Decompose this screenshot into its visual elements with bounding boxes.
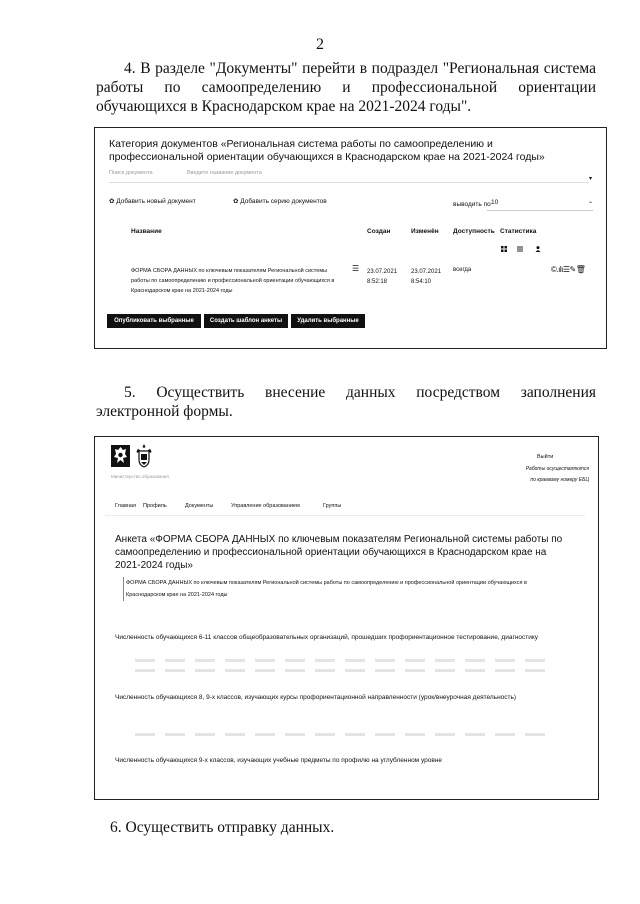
- coat-of-arms-logo: [111, 445, 130, 467]
- org-name: Министерство образования: [111, 474, 169, 479]
- electronic-form-screenshot: [94, 436, 599, 800]
- user-info-line-1: Работы осуществляются: [525, 466, 589, 472]
- form-description: ФОРМА СБОРА ДАННЫХ по ключевым показателям Региональной системы работы по самоопределению и профессиональной ориентации обучающихся в Краснодарском крае на 2021-2024 годы: [123, 577, 556, 601]
- document-created: [367, 267, 397, 287]
- chevron-down-icon: ⌄: [587, 199, 593, 205]
- filter-label: Поиск документа: [109, 170, 153, 176]
- gear-icon: ✿: [233, 198, 239, 205]
- nav-divider: [105, 515, 585, 516]
- step-6-text: 6. Осуществить отправку данных.: [110, 819, 335, 836]
- delete-selected-button[interactable]: Удалить выбранные: [291, 314, 365, 328]
- add-series-label: Добавить серию документов: [240, 198, 327, 205]
- create-template-button[interactable]: Создать шаблон анкеты: [204, 314, 288, 328]
- column-header-created[interactable]: Создан: [367, 228, 391, 235]
- column-header-modified[interactable]: Изменён: [411, 228, 439, 235]
- question-2-field[interactable]: [135, 733, 555, 736]
- column-header-name[interactable]: Название: [131, 228, 162, 235]
- add-series-button[interactable]: [233, 197, 327, 205]
- filter-input[interactable]: Введите название документа: [187, 170, 262, 176]
- user-icon[interactable]: [535, 246, 541, 252]
- page-size-value: 10: [491, 199, 499, 206]
- nav-documents[interactable]: Документы: [185, 503, 214, 509]
- document-modified: [411, 267, 441, 287]
- question-1-label: Численность обучающихся 6-11 классов общеобразовательных организаций, прошедших профориентационное тестирование, диагностику: [115, 634, 539, 641]
- filter-underline: [109, 182, 589, 183]
- created-time: 8:52:18: [367, 279, 388, 285]
- form-title: Анкета «ФОРМА СБОРА ДАННЫХ по ключевым показателям Региональной системы работы по самоопределению и профессиональной ориентации обучающихся в Краснодарском крае на 2021-2024 годы»: [115, 534, 563, 571]
- nav-profile[interactable]: Профиль: [143, 503, 167, 509]
- created-date: 23.07.2021: [367, 269, 398, 275]
- modified-time: 8:54:10: [411, 279, 432, 285]
- nav-education-management[interactable]: Управление образованием: [231, 503, 300, 509]
- page-number: 2: [316, 36, 324, 53]
- nav-groups[interactable]: Группы: [323, 503, 342, 509]
- dots-grid-icon[interactable]: [517, 246, 523, 252]
- document-row-name[interactable]: ФОРМА СБОРА ДАННЫХ по ключевым показателям Региональной системы работы по самоопределению и профессиональной ориентации обучающихся в Краснодарском крае на 2021-2024 годы: [131, 268, 335, 294]
- grid-icon[interactable]: [501, 246, 507, 252]
- step-5-text: 5. Осуществить внесение данных посредством заполнения электронной формы.: [96, 384, 596, 420]
- category-title: Категория документов «Региональная система работы по самоопределению и профессиональной ориентации обучающихся в Краснодарском крае на 2021-2024 годы»: [109, 138, 545, 163]
- question-1-field[interactable]: [135, 669, 555, 672]
- row-action-icons[interactable]: ©.ılı☰✎🗑: [551, 265, 586, 274]
- column-header-stats: Статистика: [500, 228, 537, 235]
- publish-selected-button[interactable]: Опубликовать выбранные: [107, 314, 201, 328]
- step-4-text: 4. В разделе "Документы" перейти в подраздел "Региональная система работы по самоопределению и профессиональной ориентации обучающихся в Краснодарском крае на 2021-2024 годы".: [96, 60, 596, 115]
- gear-icon: ✿: [109, 198, 115, 205]
- page-size-select[interactable]: [487, 198, 593, 211]
- question-3-label: Численность обучающихся 9-х классов, изучающих учебные предметы по профилю на углубленном уровне: [115, 757, 443, 764]
- column-header-access[interactable]: Доступность: [453, 228, 495, 235]
- regional-emblem-logo: [135, 443, 153, 469]
- question-1-field[interactable]: [135, 659, 555, 662]
- document-access: всегда: [453, 267, 472, 273]
- documents-category-screenshot: [94, 127, 607, 349]
- add-document-label: Добавить новый документ: [116, 198, 196, 205]
- add-document-button[interactable]: [109, 197, 196, 205]
- logout-link[interactable]: Выйти: [537, 454, 554, 460]
- question-2-label: Численность обучающихся 8, 9-х классов, изучающих курсы профориентационной направленности (урок/внеурочная деятельность): [115, 694, 517, 701]
- list-icon[interactable]: ☰: [352, 264, 360, 273]
- modified-date: 23.07.2021: [411, 269, 442, 275]
- page-size-label: выводить по: [453, 201, 491, 208]
- chevron-down-icon[interactable]: ▾: [589, 176, 593, 182]
- user-info-line-2: по краевому номеру ЕБЦ: [530, 477, 589, 483]
- nav-main[interactable]: Главная: [115, 503, 136, 509]
- user-info: [495, 464, 589, 486]
